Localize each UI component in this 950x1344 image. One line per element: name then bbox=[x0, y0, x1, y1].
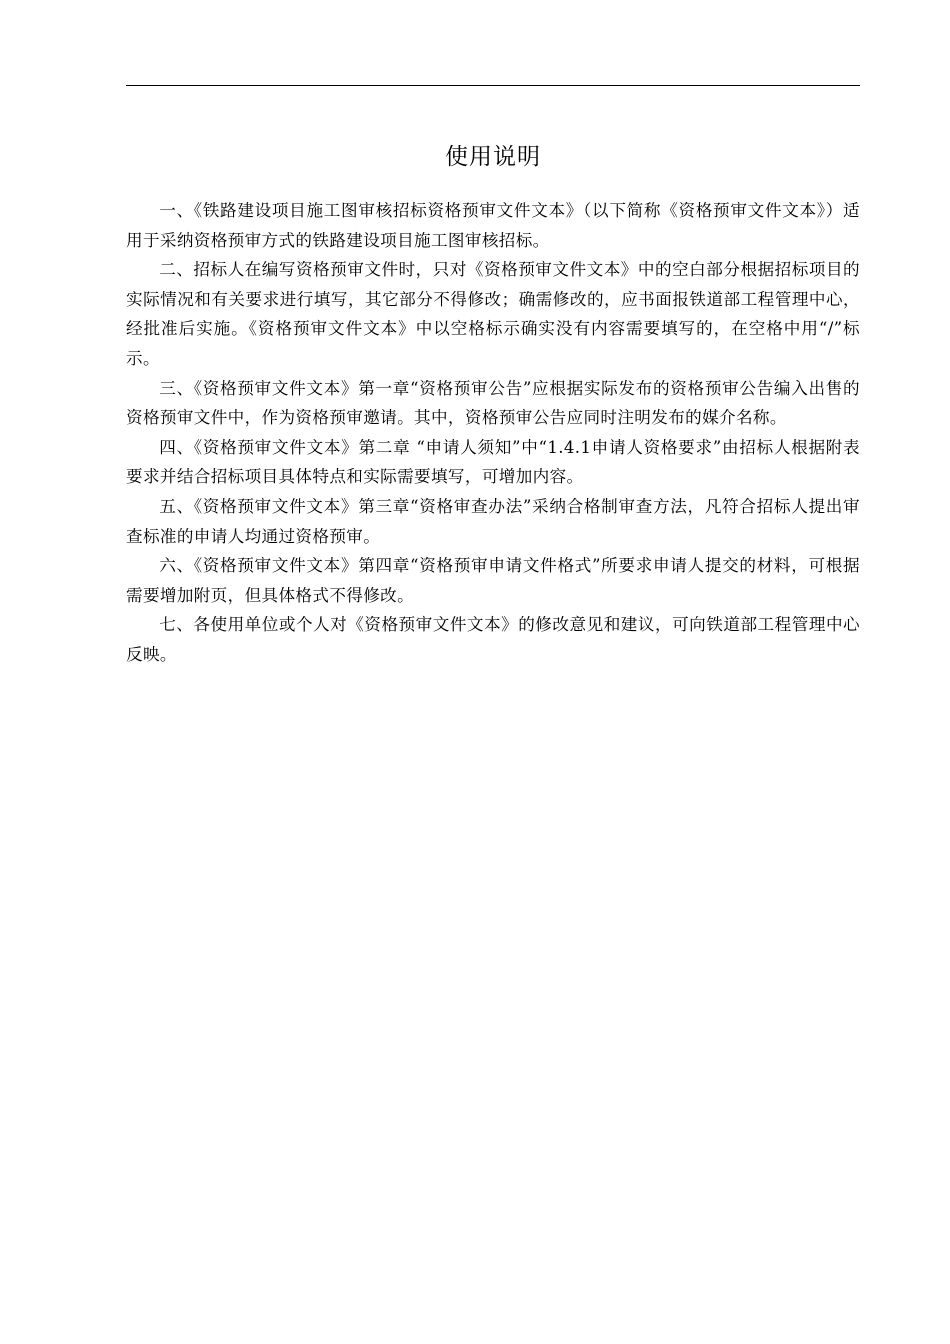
paragraph-4: 四、《资格预审文件文本》第二章 “申请人须知”中“1.4.1申请人资格要求”由招标人根据附表要求并结合招标项目具体特点和实际需要填写，可增加内容。 bbox=[126, 437, 860, 487]
header-rule bbox=[126, 85, 860, 86]
paragraph-3: 三、《资格预审文件文本》第一章“资格预审公告”应根据实际发布的资格预审公告编入出售的资格预审文件中，作为资格预审邀请。其中，资格预审公告应同时注明发布的媒介名称。 bbox=[126, 378, 860, 428]
paragraph-1: 一、《铁路建设项目施工图审核招标资格预审文件文本》（以下简称《资格预审文件文本》）适用于采纳资格预审方式的铁路建设项目施工图审核招标。 bbox=[126, 201, 860, 250]
paragraph-5: 五、《资格预审文件文本》第三章“资格审查办法”采纳合格制审查方法，凡符合招标人提出审查标准的申请人均通过资格预审。 bbox=[126, 496, 860, 546]
document-body bbox=[126, 196, 860, 670]
paragraph-6: 六、《资格预审文件文本》第四章“资格预审申请文件格式”所要求申请人提交的材料，可根据需要增加附页，但具体格式不得修改。 bbox=[126, 556, 860, 605]
paragraph-7: 七、各使用单位或个人对《资格预审文件文本》的修改意见和建议，可向铁道部工程管理中心反映。 bbox=[126, 615, 860, 664]
page-title: 使用说明 bbox=[445, 144, 541, 170]
paragraph-2: 二、招标人在编写资格预审文件时，只对《资格预审文件文本》中的空白部分根据招标项目的实际情况和有关要求进行填写，其它部分不得修改；确需修改的，应书面报铁道部工程管理中心，经批准后实施。《资格预审文件文本》中以空格标示确实没有内容需要填写的，在空格中用“/”标示。 bbox=[126, 260, 860, 368]
